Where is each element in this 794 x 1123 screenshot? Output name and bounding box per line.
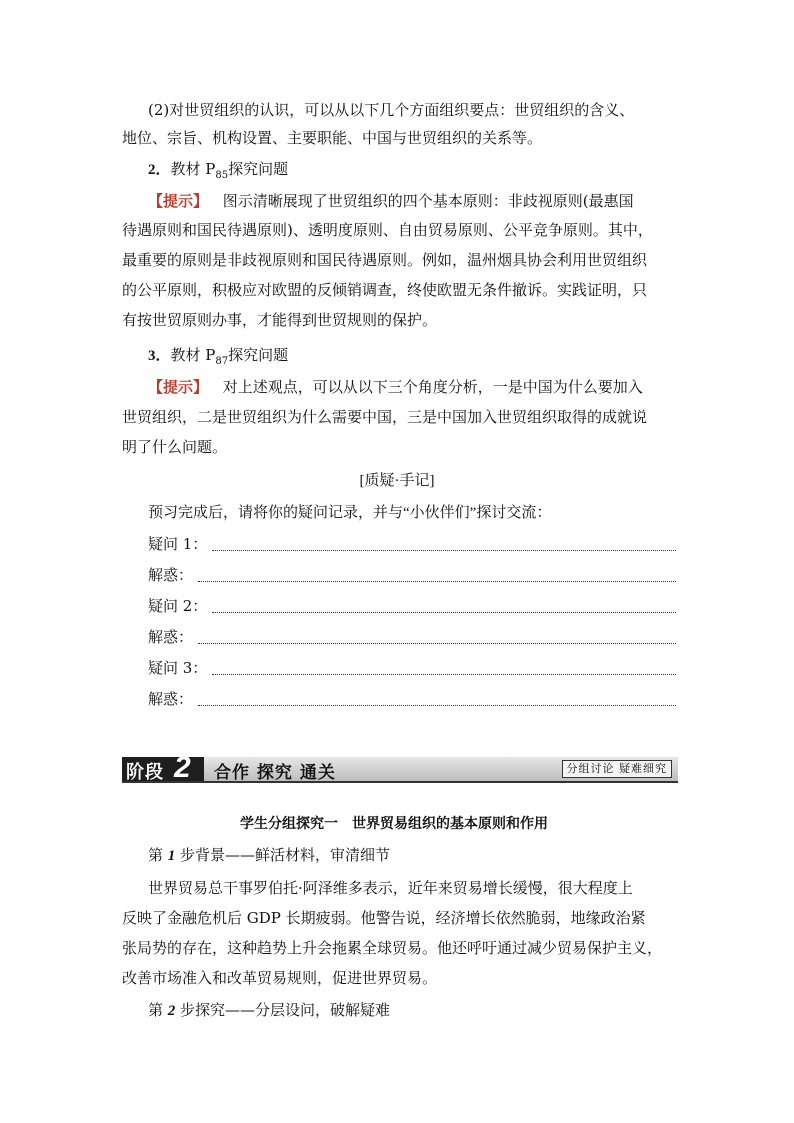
section-title: 学生分组探究一 世界贸易组织的基本原则和作用 — [240, 816, 548, 832]
stage-banner — [122, 751, 678, 784]
stage-label: 阶段 — [126, 762, 164, 783]
tip-line: 最重要的原则是非歧视原则和国民待遇原则。例如，温州烟具协会利用世贸组织 — [122, 251, 648, 269]
qa-label: 解惑： — [148, 690, 194, 708]
answer-line[interactable] — [198, 705, 676, 706]
qa-label: 疑问 2： — [148, 597, 208, 615]
tip-line: 【提示】 对上述观点，可以从以下三个角度分析，一是中国为什么要加入 — [148, 378, 643, 396]
tip-line: 有按世贸原则办事，才能得到世贸规则的保护。 — [122, 311, 438, 329]
answer-line[interactable] — [198, 643, 676, 644]
answer-line[interactable] — [198, 581, 676, 582]
stage-number: 2 — [174, 751, 191, 784]
tip-line: 世贸组织，二是世贸组织为什么需要中国，三是中国加入世贸组织取得的成就说 — [122, 408, 648, 426]
material-line: 世界贸易总干事罗伯托·阿泽维多表示，近年来贸易增长缓慢，很大程度上 — [148, 879, 633, 897]
answer-line[interactable] — [212, 612, 676, 613]
tip-line: 【提示】 图示清晰展现了世贸组织的四个基本原则：非歧视原则(最惠国 — [148, 192, 634, 210]
tip-line: 明了什么问题。 — [122, 438, 228, 456]
paragraph-line: 地位、宗旨、机构设置、主要职能、中国与世贸组织的关系等。 — [122, 129, 543, 147]
banner-tag: 分组讨论 疑难细究 — [562, 760, 673, 778]
qa-label: 解惑： — [148, 566, 194, 584]
notes-intro: 预习完成后，请将你的疑问记录，并与“小伙伴们”探讨交流： — [148, 505, 552, 521]
item-heading-2: 2．教材 $P_{85}$探究问题 — [148, 160, 289, 181]
material-line: 反映了金融危机后 GDP 长期疲弱。他警告说，经济增长依然脆弱，地缘政治紧 — [122, 909, 646, 927]
step-heading-2: 第 2 步探究——分层设问，破解疑难 — [148, 1001, 391, 1019]
tip-line: 的公平原则，积极应对欧盟的反倾销调查，终使欧盟无条件撤诉。实践证明，只 — [122, 281, 648, 299]
paragraph-line: (2)对世贸组织的认识，可以从以下几个方面组织要点：世贸组织的含义、 — [148, 101, 635, 119]
qa-label: 疑问 3： — [148, 659, 208, 677]
answer-line[interactable] — [212, 674, 676, 675]
qa-label: 疑问 1： — [148, 535, 208, 553]
tip-label: 【提示】 — [148, 192, 209, 210]
step-heading-1: 第 1 步背景——鲜活材料，审清细节 — [148, 846, 391, 864]
notes-title: [质疑·手记] — [359, 473, 435, 489]
item-heading-3: 3．教材 $P_{87}$探究问题 — [148, 346, 289, 367]
material-line: 改善市场准入和改革贸易规则，促进世界贸易。 — [122, 969, 438, 987]
qa-label: 解惑： — [148, 628, 194, 646]
tip-label: 【提示】 — [148, 378, 209, 396]
material-line: 张局势的存在，这种趋势上升会拖累全球贸易。他还呼吁通过减少贸易保护主义， — [122, 939, 663, 957]
banner-title: 合作 探究 通关 — [214, 763, 336, 783]
answer-line[interactable] — [212, 550, 676, 551]
stage-label-box — [122, 751, 204, 784]
tip-line: 待遇原则和国民待遇原则)、透明度原则、自由贸易原则、公平竞争原则。其中， — [122, 221, 653, 239]
